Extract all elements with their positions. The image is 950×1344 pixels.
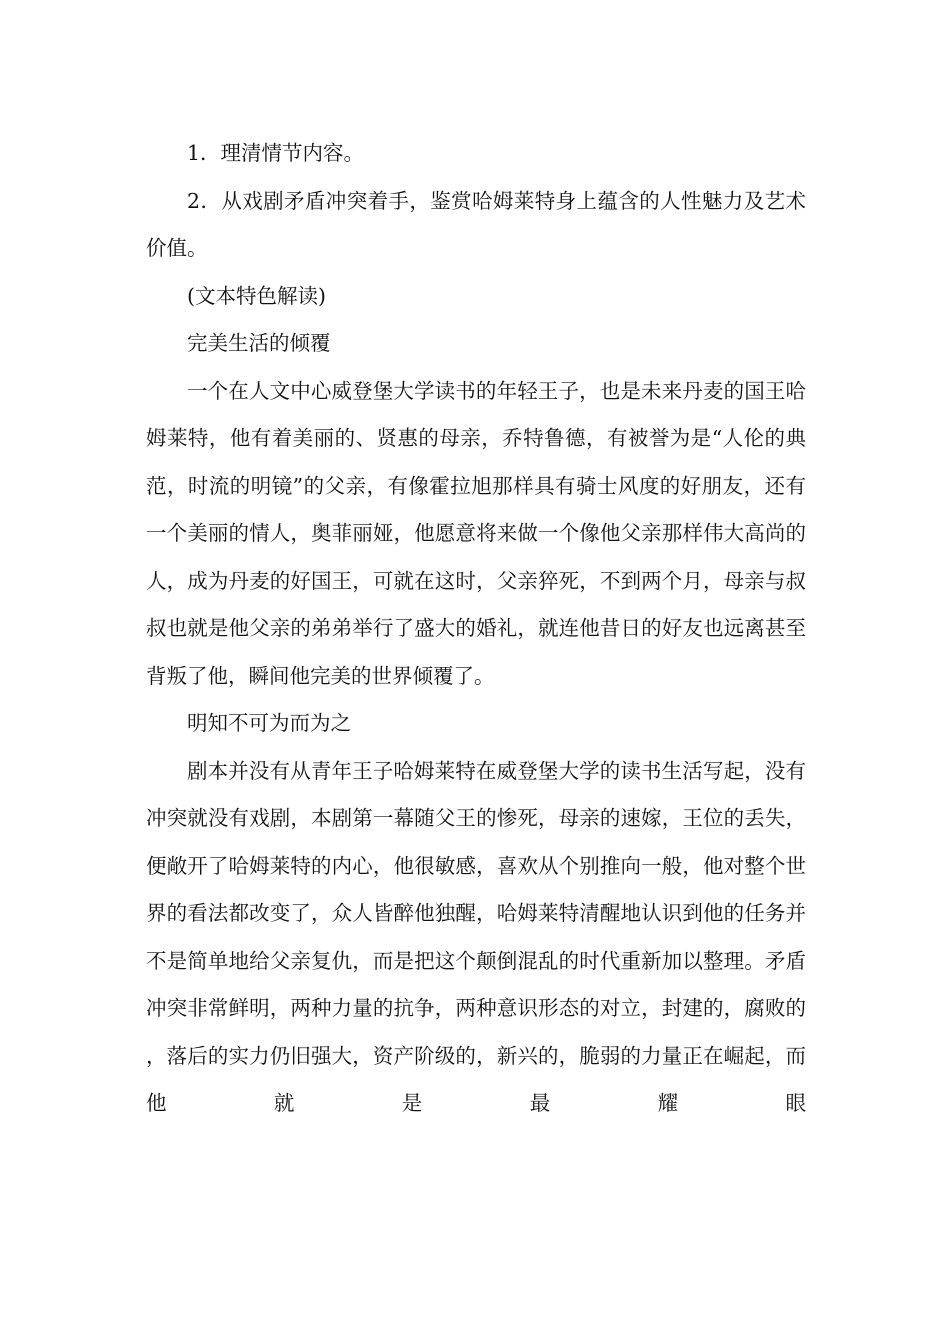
subheading-impossible-task: 明知不可为而为之	[187, 711, 351, 735]
document-body	[146, 130, 806, 1128]
paragraph-perfect-life: 一个在人文中心威登堡大学读书的年轻王子，也是未来丹麦的国王哈姆莱特，他有着美丽的、贤惠的母亲，乔特鲁德，有被誉为是“人伦的典范，时流的明镜”的父亲，有像霍拉旭那样具有骑士风度的好朋友，还有一个美丽的情人，奥菲丽娅，他愿意将来做一个像他父亲那样伟大高尚的人，成为丹麦的好国王，可就在这时，父亲猝死，不到两个月，母亲与叔叔也就是他父亲的弟弟举行了盛大的婚礼，就连他昔日的好友也远离甚至背叛了他，瞬间他完美的世界倾覆了。	[146, 378, 806, 688]
objective-2: 2．从戏剧矛盾冲突着手，鉴赏哈姆莱特身上蕴含的人性魅力及艺术价值。	[146, 188, 806, 260]
paragraph-impossible-task: 剧本并没有从青年王子哈姆莱特在威登堡大学的读书生活写起，没有冲突就没有戏剧，本剧第一幕随父王的惨死，母亲的速嫁，王位的丢失，便敞开了哈姆莱特的内心，他很敏感，喜欢从个别推向一般，他对整个世界的看法都改变了，众人皆醉他独醒，哈姆莱特清醒地认识到他的任务并不是简单地给父亲复仇，而是把这个颠倒混乱的时代重新加以整理。矛盾冲突非常鲜明，两种力量的抗争，两种意识形态的对立，封建的，腐败的，落后的实力仍旧强大，资产阶级的，新兴的，脆弱的力量正在崛起，而他就是最耀眼	[146, 758, 806, 1115]
subheading-perfect-life: 完美生活的倾覆	[187, 331, 331, 355]
objective-1: 1．理清情节内容。	[187, 141, 365, 165]
section-label: (文本特色解读)	[187, 283, 326, 308]
